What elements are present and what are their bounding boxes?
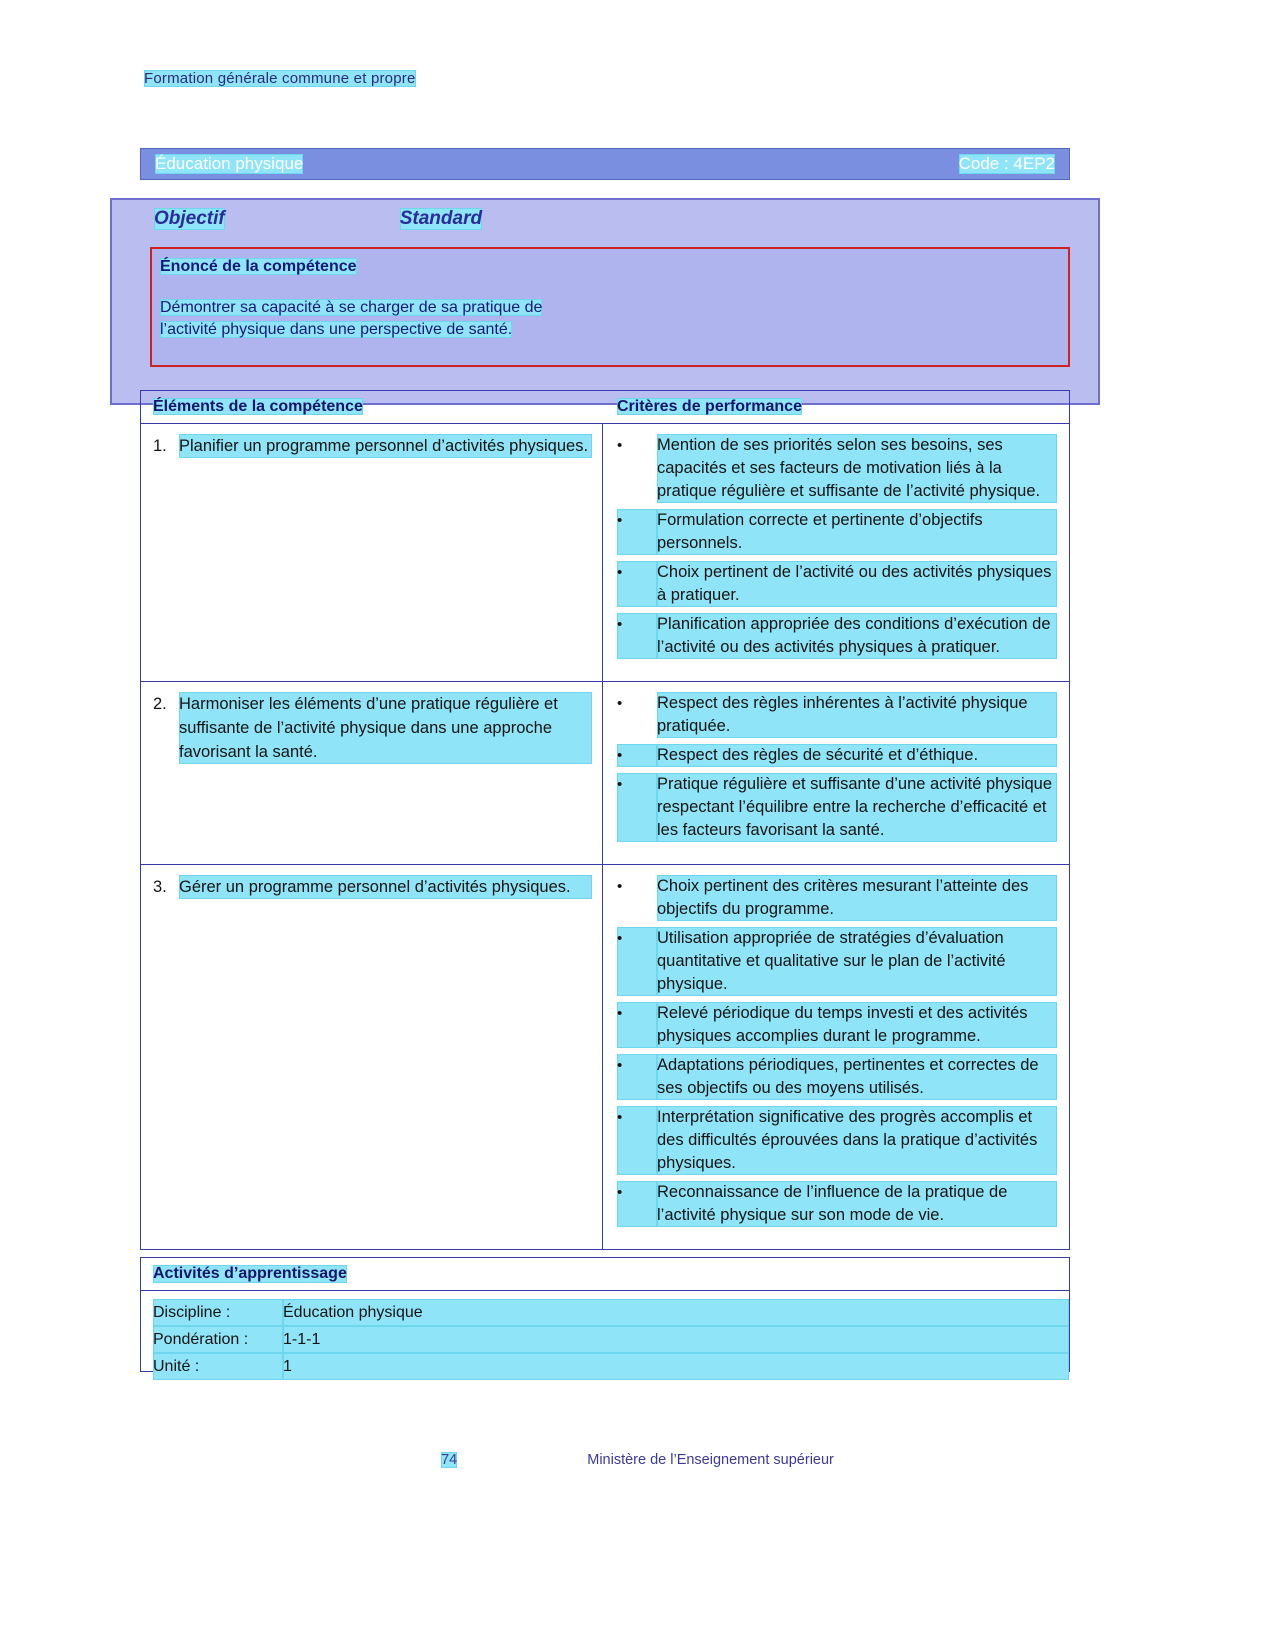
- element-number: 3.: [153, 878, 167, 896]
- criteria-header: Critères de performance: [617, 398, 802, 415]
- list-item: [617, 509, 1057, 555]
- criteria-list: [617, 875, 1057, 1227]
- bullet-icon: •: [617, 1002, 657, 1048]
- enonce-competence-box: [150, 247, 1070, 367]
- activites-apprentissage-box: [140, 1257, 1070, 1375]
- running-header-text: Formation générale commune et propre: [144, 70, 416, 87]
- element-entry: [153, 692, 592, 764]
- criterion-text: Pratique régulière et suffisante d’une activité physique respectant l’équilibre entre la recherche d’efficacité et les facteurs favorisant la santé.: [657, 773, 1057, 842]
- bullet-icon: •: [617, 878, 623, 895]
- bullet-icon: •: [617, 561, 657, 607]
- criteria-cell: [603, 682, 1069, 864]
- table-row: [141, 682, 1069, 865]
- competence-grid: [140, 390, 1070, 1250]
- element-cell: [141, 424, 603, 681]
- list-item: [617, 927, 1057, 996]
- criterion-text: Interprétation significative des progrès accomplis et des difficultés éprouvées dans la pratique d’activités physiques.: [657, 1106, 1057, 1175]
- criteria-cell: [603, 865, 1069, 1249]
- criterion-text: Utilisation appropriée de stratégies d’évaluation quantitative et qualitative sur le plan de l’activité physique.: [657, 927, 1057, 996]
- activites-line: [153, 1326, 1069, 1353]
- list-item: [617, 1181, 1057, 1227]
- element-entry: [153, 875, 592, 899]
- criterion-text: Respect des règles inhérentes à l’activité physique pratiquée.: [657, 692, 1057, 738]
- element-cell: [141, 865, 603, 1249]
- ministry-name: Ministère de l’Enseignement supérieur: [587, 1452, 834, 1468]
- bullet-icon: •: [617, 509, 657, 555]
- criterion-text: Planification appropriée des conditions d’exécution de l’activité ou des activités physiques à pratiquer.: [657, 613, 1057, 659]
- running-header: [144, 70, 416, 87]
- element-number: 2.: [153, 695, 167, 713]
- objectif-standard-headers: [154, 208, 854, 230]
- list-item: [617, 744, 1057, 767]
- list-item: [617, 692, 1057, 738]
- ponderation-value: 1-1-1: [283, 1326, 1069, 1353]
- unite-value: 1: [283, 1353, 1069, 1380]
- activites-line: [153, 1299, 1069, 1326]
- enonce-text: Démontrer sa capacité à se charger de sa pratique de l’activité physique dans une perspective de santé.: [160, 299, 543, 338]
- bullet-icon: •: [617, 773, 657, 842]
- table-row: [141, 424, 1069, 682]
- bullet-icon: •: [617, 437, 623, 454]
- criterion-text: Adaptations périodiques, pertinentes et correctes de ses objectifs ou des moyens utilisés.: [657, 1054, 1057, 1100]
- activites-body: [141, 1291, 1069, 1380]
- criterion-text: Respect des règles de sécurité et d’éthique.: [657, 744, 1057, 767]
- activites-title: Activités d’apprentissage: [153, 1265, 347, 1282]
- list-item: [617, 1054, 1057, 1100]
- discipline-value: Éducation physique: [283, 1299, 1069, 1326]
- element-text: Gérer un programme personnel d’activités physiques.: [179, 875, 592, 899]
- criterion-text: Reconnaissance de l’influence de la pratique de l’activité physique sur son mode de vie.: [657, 1181, 1057, 1227]
- criterion-text: Mention de ses priorités selon ses besoins, ses capacités et ses facteurs de motivation liés à la pratique régulière et suffisante de l’activité physique.: [657, 434, 1057, 503]
- unite-label: Unité :: [153, 1353, 283, 1380]
- standard-header: Standard: [399, 208, 483, 229]
- subject-code: Code : 4EP2: [958, 154, 1055, 173]
- criterion-text: Choix pertinent de l’activité ou des activités physiques à pratiquer.: [657, 561, 1057, 607]
- page-footer: [0, 1452, 1275, 1468]
- elements-header-cell: [141, 398, 603, 416]
- list-item: [617, 561, 1057, 607]
- element-number: 1.: [153, 437, 167, 455]
- bullet-icon: •: [617, 744, 657, 767]
- criterion-text: Formulation correcte et pertinente d’objectifs personnels.: [657, 509, 1057, 555]
- criteria-list: [617, 434, 1057, 659]
- list-item: [617, 875, 1057, 921]
- subject-name: Éducation physique: [155, 154, 304, 173]
- table-row: [141, 865, 1069, 1249]
- element-text: Harmoniser les éléments d’une pratique régulière et suffisante de l’activité physique dans une approche favorisant la santé.: [179, 692, 592, 764]
- bullet-icon: •: [617, 695, 623, 712]
- criteria-list: [617, 692, 1057, 842]
- criteria-cell: [603, 424, 1069, 681]
- bullet-icon: •: [617, 1181, 657, 1227]
- competence-grid-header: [141, 391, 1069, 424]
- subject-title-bar: [140, 148, 1070, 180]
- element-cell: [141, 682, 603, 864]
- enonce-text-wrap: [160, 297, 560, 341]
- bullet-icon: •: [617, 1054, 657, 1100]
- bullet-icon: •: [617, 1106, 657, 1175]
- activites-header: [141, 1258, 1069, 1291]
- activites-line: [153, 1353, 1069, 1380]
- enonce-title-wrap: [160, 258, 357, 276]
- element-text: Planifier un programme personnel d’activités physiques.: [179, 434, 592, 458]
- objectif-header: Objectif: [154, 208, 225, 229]
- page-number: 74: [441, 1452, 458, 1468]
- bullet-icon: •: [617, 613, 657, 659]
- ponderation-label: Pondération :: [153, 1326, 283, 1353]
- criterion-text: Choix pertinent des critères mesurant l’atteinte des objectifs du programme.: [657, 875, 1057, 921]
- bullet-icon: •: [617, 927, 657, 996]
- list-item: [617, 434, 1057, 503]
- list-item: [617, 1002, 1057, 1048]
- list-item: [617, 773, 1057, 842]
- criteria-header-cell: [603, 398, 1069, 416]
- enonce-title: Énoncé de la compétence: [160, 258, 357, 275]
- element-entry: [153, 434, 592, 458]
- list-item: [617, 1106, 1057, 1175]
- elements-header: Éléments de la compétence: [153, 398, 363, 415]
- criterion-text: Relevé périodique du temps investi et des activités physiques accomplies durant le programme.: [657, 1002, 1057, 1048]
- discipline-label: Discipline :: [153, 1299, 283, 1326]
- list-item: [617, 613, 1057, 659]
